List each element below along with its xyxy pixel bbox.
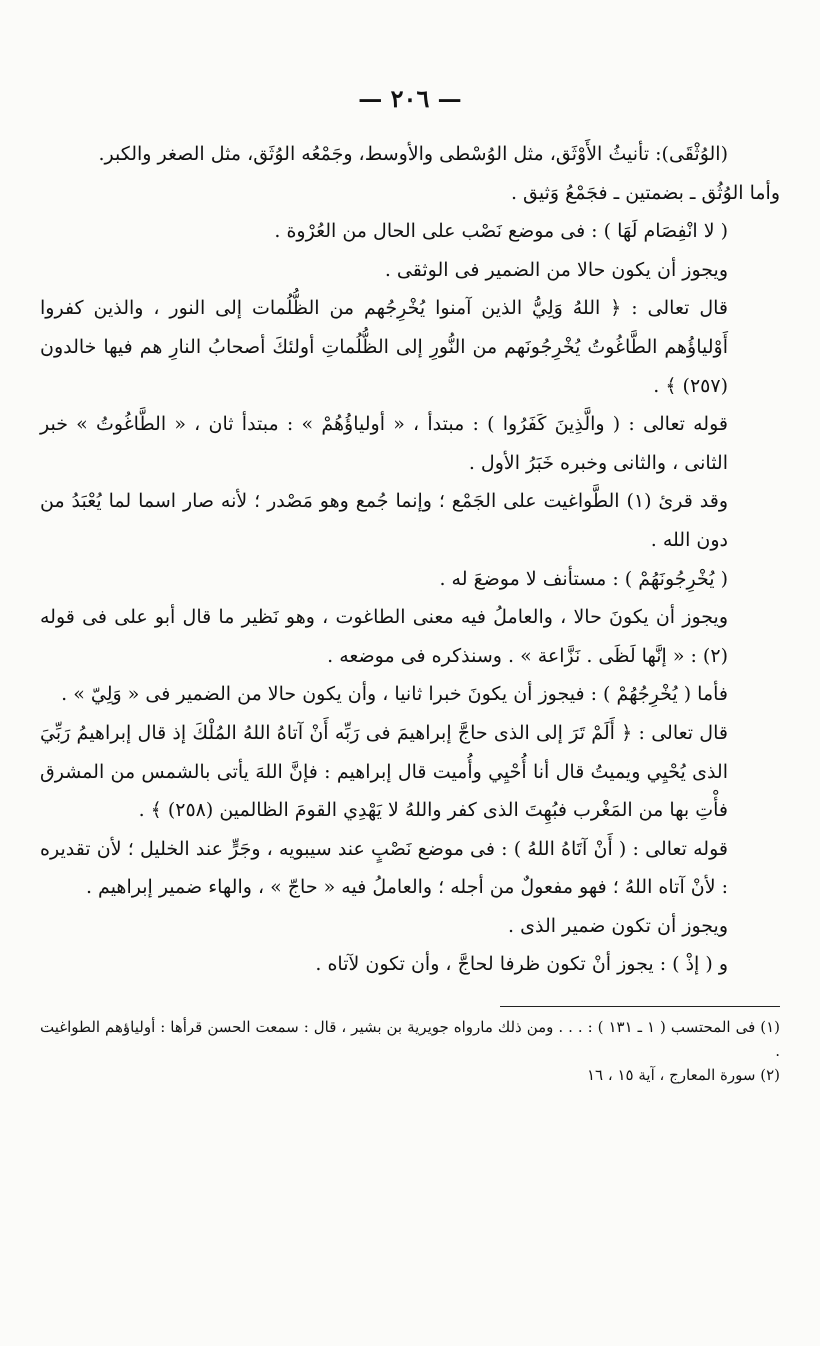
paragraph: وأما الوُثُق ـ بضمتين ـ فجَمْعُ وَثيق . <box>510 181 780 204</box>
footnotes <box>40 1015 780 1087</box>
paragraph: قوله تعالى : ( أَنْ آتَاهُ اللهُ ) : فى موضع نَصْبٍ عند سيبويه ، وجَرٍّ عند الخليل ؛ لأن تقديره : لأنْ آتاه اللهُ ؛ فهو مفعولٌ من أجله ؛ والعاملُ فيه « حاجّ » ، والهاء ضمير إبراهيم . <box>40 837 728 899</box>
paragraph: وقد قرئ (١) الطَّواغيت على الجَمْع ؛ وإنما جُمع وهو مَصْدر ؛ لأنه صار اسما لما يُعْبَدُ من دون الله . <box>40 490 728 551</box>
paragraph: ويجوز أن يكونَ حالا ، والعاملُ فيه معنى الطاغوت ، وهو نَظير ما قال أبو على فى قوله (٢) : « إنَّها لَظَى . نَزَّاعة » . وسنذكره فى موضعه . <box>40 606 728 667</box>
paragraph: و ( إذْ ) : يجوز أنْ تكون ظرفا لحاجَّ ، وأن تكون لآتاه . <box>315 953 728 976</box>
footnote-divider <box>500 1006 780 1007</box>
quran-verse-paragraph: قال تعالى : ﴿ اللهُ وَلِيُّ الذين آمنوا يُخْرِجُهم من الظُّلُمات إلى النور ، والذين كفروا أَوْلياؤُهم الطَّاغُوتُ يُخْرِجُونَهم من النُّورِ إلى الظُّلُماتِ أولئكَ أصحابُ النارِ هم فيها خالدون (٢٥٧) ﴾ . <box>40 297 728 397</box>
paragraph: ( يُخْرِجُونَهُمْ ) : مستأنف لا موضعَ له . <box>439 567 728 590</box>
paragraph: ( لا انْفِصَام لَهَا ) : فى موضع نَصْب على الحال من العُرْوة . <box>274 220 728 243</box>
paragraph: ويجوز أن يكون حالا من الضمير فى الوثقى . <box>384 258 728 281</box>
footnote: (١) فى المحتسب ( ١ ـ ١٣١ ) : . . . ومن ذلك مارواه جويرية بن بشير ، قال : سمعت الحسن قرأها : أولياؤهم الطواغيت . <box>40 1018 780 1061</box>
paragraph: ويجوز أن تكون ضمير الذى . <box>508 914 728 937</box>
footnote: (٢) سورة المعارج ، آية ١٥ ، ١٦ <box>586 1066 780 1085</box>
paragraph: (الوُثْقَى): تأنيثُ الأَوْثَق، مثل الوُسْطى والأوسط، وجَمْعُه الوُثَق، مثل الصغر والكبر. <box>98 143 728 165</box>
quran-verse-paragraph: قال تعالى : ﴿ أَلَمْ تَرَ إلى الذى حاجَّ إبراهيمَ فى رَبِّه أَنْ آتاهُ اللهُ المُلْكَ إذ قال إبراهيمُ رَبِّيَ الذى يُحْيِي ويميتُ قال أنا أُحْيِي وأُميت قال إبراهيم : فإنَّ اللهَ يأتى بالشمس من المشرق فأْتِ بها من المَغْرب فبُهِتَ الذى كفر واللهُ لا يَهْدِي القومَ الظالمين (٢٥٨) ﴾ . <box>40 721 728 822</box>
main-text <box>40 135 780 984</box>
paragraph: فأما ( يُخْرِجُهُمْ ) : فيجوز أن يكونَ خبرا ثانيا ، وأن يكون حالا من الضمير فى « وَلِيّ » . <box>61 683 728 706</box>
paragraph: قوله تعالى : ( والَّذِينَ كَفَرُوا ) : مبتدأ ، « أولياؤُهُمْ » : مبتدأ ثان ، « الطَّاغُوتُ » خبر الثانى ، والثانى وخبره خَبَرُ الأول . <box>40 413 728 474</box>
page-number: — ٢٠٦ — <box>358 84 462 113</box>
